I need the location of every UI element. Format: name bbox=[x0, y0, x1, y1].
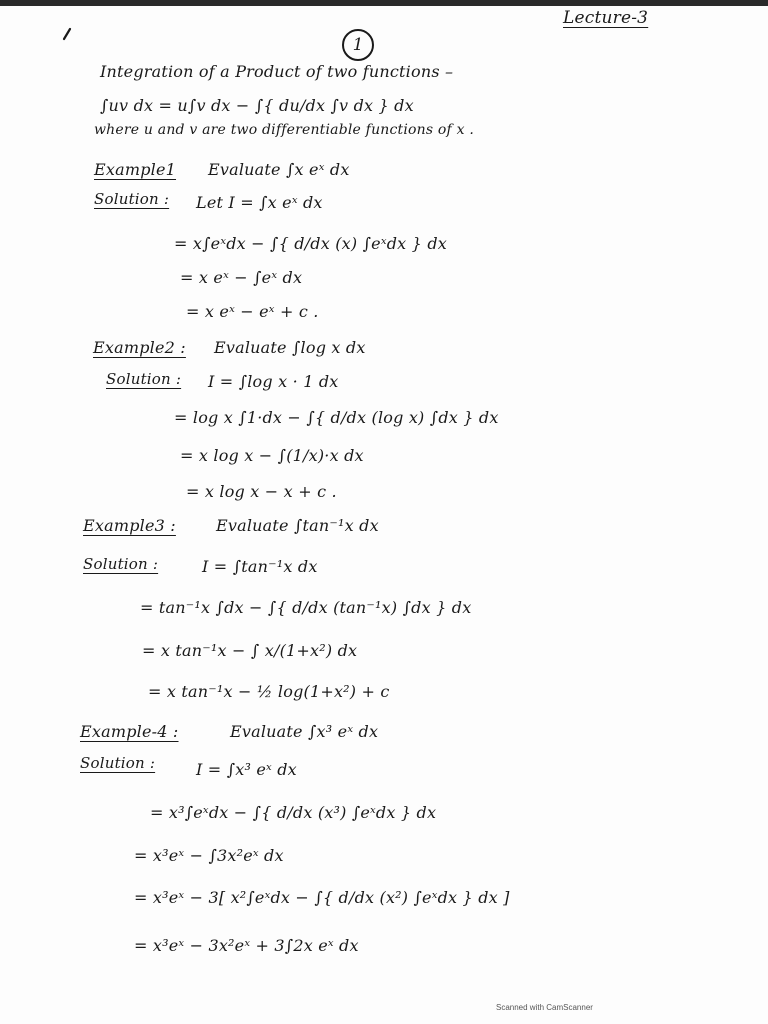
example1-solution-label: Solution : bbox=[94, 190, 170, 208]
example4-step-5: = x³eˣ − 3x²eˣ + 3∫2x eˣ dx bbox=[134, 936, 359, 955]
example1-step-2: = x∫eˣdx − ∫{ d/dx (x) ∫eˣdx } dx bbox=[174, 234, 447, 253]
example2-step-2: = log x ∫1·dx − ∫{ d/dx (log x) ∫dx } dx bbox=[174, 408, 499, 427]
pen-mark-icon bbox=[62, 27, 72, 41]
example2-label: Example2 : bbox=[93, 338, 186, 357]
page-top-edge bbox=[0, 0, 768, 6]
example3-step-4: = x tan⁻¹x − ½ log(1+x²) + c bbox=[148, 682, 390, 701]
example4-step-4: = x³eˣ − 3[ x²∫eˣdx − ∫{ d/dx (x²) ∫eˣdx } dx ] bbox=[134, 888, 510, 907]
page-number-text: 1 bbox=[352, 35, 364, 55]
example3-step-2: = tan⁻¹x ∫dx − ∫{ d/dx (tan⁻¹x) ∫dx } dx bbox=[140, 598, 472, 617]
example2-solution-label: Solution : bbox=[106, 370, 182, 388]
example3-solution-label: Solution : bbox=[83, 555, 159, 573]
example4-step-2: = x³∫eˣdx − ∫{ d/dx (x³) ∫eˣdx } dx bbox=[150, 803, 437, 822]
example1-step-3: = x eˣ − ∫eˣ dx bbox=[180, 268, 303, 287]
scanner-watermark: Scanned with CamScanner bbox=[496, 1003, 593, 1012]
example3-label: Example3 : bbox=[83, 516, 176, 535]
example3-step-3: = x tan⁻¹x − ∫ x/(1+x²) dx bbox=[142, 641, 358, 660]
example1-step-4: = x eˣ − eˣ + c . bbox=[186, 302, 319, 321]
example4-step-3: = x³eˣ − ∫3x²eˣ dx bbox=[134, 846, 284, 865]
example1-task: Evaluate ∫x eˣ dx bbox=[208, 160, 350, 179]
example2-step-4: = x log x − x + c . bbox=[186, 482, 337, 501]
example4-label: Example-4 : bbox=[80, 722, 179, 741]
example1-step-1: Let I = ∫x eˣ dx bbox=[196, 193, 323, 212]
example4-step-1: I = ∫x³ eˣ dx bbox=[196, 760, 297, 779]
page-number bbox=[342, 29, 374, 61]
lecture-heading: Lecture-3 bbox=[563, 8, 649, 28]
section-title: Integration of a Product of two functions – bbox=[100, 62, 454, 81]
example3-task: Evaluate ∫tan⁻¹x dx bbox=[216, 516, 379, 535]
formula-note: where u and v are two differentiable functions of x . bbox=[94, 122, 474, 138]
example3-step-1: I = ∫tan⁻¹x dx bbox=[202, 557, 318, 576]
example4-solution-label: Solution : bbox=[80, 754, 156, 772]
example2-step-3: = x log x − ∫(1/x)·x dx bbox=[180, 446, 364, 465]
example2-step-1: I = ∫log x · 1 dx bbox=[208, 372, 339, 391]
example2-task: Evaluate ∫log x dx bbox=[214, 338, 366, 357]
example4-task: Evaluate ∫x³ eˣ dx bbox=[230, 722, 379, 741]
example1-label: Example1 bbox=[94, 160, 177, 179]
integration-by-parts-formula: ∫uv dx = u∫v dx − ∫{ du/dx ∫v dx } dx bbox=[100, 96, 414, 115]
